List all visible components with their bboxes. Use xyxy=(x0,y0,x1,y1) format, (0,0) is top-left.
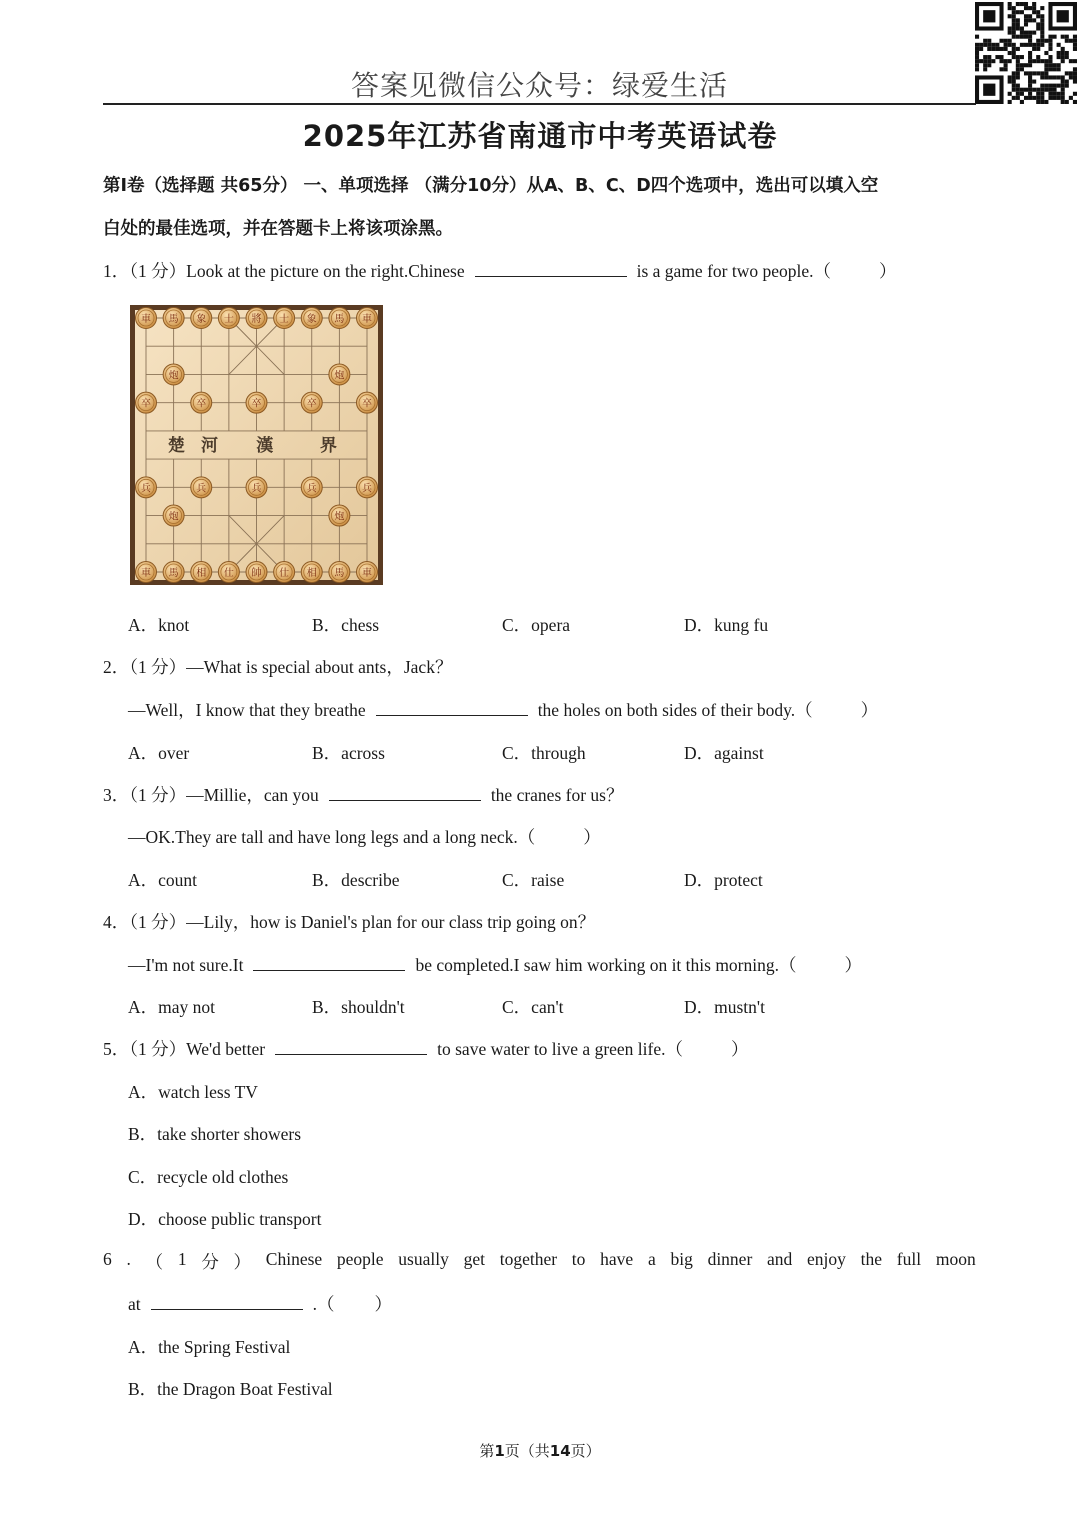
svg-text:將: 將 xyxy=(251,314,262,325)
question-4-line2 xyxy=(128,952,862,977)
question-word: 6 xyxy=(103,1249,112,1269)
svg-text:卒: 卒 xyxy=(196,398,207,410)
svg-text:相: 相 xyxy=(196,568,207,579)
chess-piece xyxy=(191,392,212,413)
chess-piece xyxy=(218,308,239,329)
answer-blank xyxy=(253,955,405,971)
chess-piece xyxy=(136,308,157,329)
footer-text: 第 xyxy=(479,1442,495,1460)
svg-text:卒: 卒 xyxy=(362,398,372,410)
svg-text:車: 車 xyxy=(141,568,151,579)
svg-text:馬: 馬 xyxy=(168,568,179,579)
svg-text:仕: 仕 xyxy=(279,568,290,579)
question-6-stem xyxy=(103,1249,976,1274)
question-text: ） xyxy=(583,827,601,847)
option-b: B．chess xyxy=(312,615,380,635)
option-d: D．choose public transport xyxy=(128,1209,322,1229)
chess-piece xyxy=(329,308,350,329)
option-b: B．describe xyxy=(312,870,400,890)
question-word: full xyxy=(896,1249,922,1269)
river-label: 漢 xyxy=(256,436,274,456)
question-word: enjoy xyxy=(807,1249,846,1269)
question-word: to xyxy=(571,1249,586,1269)
chess-piece xyxy=(329,364,350,385)
option-c: C．can't xyxy=(502,997,564,1017)
question-word: ） xyxy=(233,1252,252,1272)
question-6-line2 xyxy=(128,1291,392,1316)
question-word: people xyxy=(336,1249,384,1269)
question-text: 3．（1 分）—Millie，can you xyxy=(103,785,319,805)
chess-piece xyxy=(301,308,322,329)
svg-text:兵: 兵 xyxy=(141,483,151,495)
svg-text:士: 士 xyxy=(279,314,290,325)
question-5-stem xyxy=(103,1036,749,1061)
svg-text:卒: 卒 xyxy=(141,398,151,410)
question-word: . xyxy=(126,1249,131,1269)
svg-text:兵: 兵 xyxy=(306,483,317,495)
section-intro-line1: 第Ⅰ卷（选择题 共65分） 一、单项选择 （满分10分）从A、B、C、D四个选项中，选出可以填入空 xyxy=(103,176,879,196)
svg-text:馬: 馬 xyxy=(334,314,345,325)
question-text: at xyxy=(128,1294,141,1314)
question-word: get xyxy=(463,1249,485,1269)
chess-piece xyxy=(191,562,212,583)
option-d: D．mustn't xyxy=(684,997,765,1017)
question-text: ） xyxy=(860,700,879,720)
svg-text:帥: 帥 xyxy=(251,568,262,579)
chess-piece xyxy=(136,392,157,413)
river-label: 河 xyxy=(201,436,219,456)
chess-piece xyxy=(218,562,239,583)
river-label: 楚 xyxy=(167,436,185,456)
question-word: Chinese xyxy=(265,1249,323,1269)
question-word: and xyxy=(767,1249,793,1269)
svg-text:兵: 兵 xyxy=(362,483,372,495)
chess-piece xyxy=(163,505,184,526)
question-text: is a game for two people.（ xyxy=(636,261,831,281)
answer-blank xyxy=(275,1039,427,1055)
question-word: together xyxy=(499,1249,558,1269)
page-total: 14 xyxy=(549,1442,571,1460)
svg-text:車: 車 xyxy=(362,568,372,579)
header-text: 答案见微信公众号：绿爱生活 xyxy=(350,69,728,102)
answer-blank xyxy=(151,1294,303,1310)
svg-text:士: 士 xyxy=(223,314,234,325)
question-word: big xyxy=(670,1249,693,1269)
option-a: A．count xyxy=(128,870,198,890)
option-c: C．recycle old clothes xyxy=(128,1167,289,1187)
question-1-stem xyxy=(103,258,897,283)
svg-text:仕: 仕 xyxy=(223,568,234,579)
chess-piece xyxy=(136,562,157,583)
svg-text:馬: 馬 xyxy=(168,314,179,325)
svg-text:象: 象 xyxy=(196,314,207,325)
answer-blank xyxy=(329,785,481,801)
svg-text:車: 車 xyxy=(141,314,151,325)
question-word: a xyxy=(647,1249,656,1269)
river-label: 界 xyxy=(319,436,337,456)
svg-text:炮: 炮 xyxy=(334,511,345,523)
answer-blank xyxy=(376,700,528,716)
option-b: B．the Dragon Boat Festival xyxy=(128,1379,333,1399)
answer-blank xyxy=(475,261,627,277)
question-word: （ xyxy=(145,1252,164,1272)
exam-title: 2025年江苏省南通市中考英语试卷 xyxy=(302,119,778,153)
question-text: the holes on both sides of their body.（ xyxy=(537,700,813,720)
chess-piece xyxy=(246,562,267,583)
chess-piece xyxy=(191,308,212,329)
option-d: D．kung fu xyxy=(684,615,769,635)
option-a: A．watch less TV xyxy=(128,1082,258,1102)
page-number: 1 xyxy=(494,1442,505,1460)
chess-piece xyxy=(246,477,267,498)
option-d: D．against xyxy=(684,743,764,763)
page-footer xyxy=(0,1440,1080,1461)
question-word: 分 xyxy=(201,1252,219,1272)
question-4-stem: 4．（1 分）—Lily，how is Daniel's plan for our class trip going on？ xyxy=(103,912,596,932)
option-b: B．shouldn't xyxy=(312,997,405,1017)
svg-text:卒: 卒 xyxy=(306,398,317,410)
chess-piece xyxy=(301,477,322,498)
svg-text:炮: 炮 xyxy=(168,370,179,382)
header-rule xyxy=(103,103,976,105)
footer-text: 页） xyxy=(570,1442,601,1460)
option-d: D．protect xyxy=(684,870,763,890)
footer-text: 页（共 xyxy=(504,1442,550,1460)
svg-text:象: 象 xyxy=(306,314,317,325)
chess-piece xyxy=(274,562,295,583)
question-text: —I'm not sure.It xyxy=(128,955,244,975)
question-text: —Well，I know that they breathe xyxy=(128,700,366,720)
question-text: ） xyxy=(844,955,862,975)
question-word: 1 xyxy=(177,1249,187,1269)
question-text: 1．（1 分）Look at the picture on the right.Chinese xyxy=(103,261,465,281)
chess-piece xyxy=(191,477,212,498)
chess-piece xyxy=(136,477,157,498)
option-a: A．over xyxy=(128,743,190,763)
option-c: C．through xyxy=(502,743,586,763)
chess-piece xyxy=(357,477,378,498)
question-word: the xyxy=(860,1249,883,1269)
option-a: A．may not xyxy=(128,997,216,1017)
svg-text:兵: 兵 xyxy=(251,483,262,495)
chess-piece xyxy=(274,308,295,329)
question-text: ） xyxy=(731,1039,749,1059)
question-text: ） xyxy=(879,261,897,281)
chess-piece xyxy=(329,562,350,583)
svg-text:馬: 馬 xyxy=(334,568,345,579)
option-b: B．take shorter showers xyxy=(128,1124,302,1144)
chessboard-image xyxy=(130,305,383,585)
question-word: have xyxy=(600,1249,634,1269)
chess-piece xyxy=(163,364,184,385)
option-c: C．opera xyxy=(502,615,571,635)
chess-piece xyxy=(163,308,184,329)
chess-piece xyxy=(357,562,378,583)
question-word: dinner xyxy=(707,1249,753,1269)
chess-piece xyxy=(301,562,322,583)
question-text: be completed.I saw him working on it this morning.（ xyxy=(415,955,797,975)
svg-text:卒: 卒 xyxy=(251,398,262,410)
option-b: B．across xyxy=(312,743,385,763)
svg-text:炮: 炮 xyxy=(168,511,179,523)
question-2-line2 xyxy=(128,697,878,722)
svg-text:炮: 炮 xyxy=(334,370,345,382)
question-text: .（ xyxy=(312,1294,335,1314)
question-text: the cranes for us？ xyxy=(490,785,624,805)
question-text: to save water to live a green life.（ xyxy=(437,1039,683,1059)
chess-piece xyxy=(329,505,350,526)
question-word: moon xyxy=(935,1249,976,1269)
question-text: —OK.They are tall and have long legs and a long neck.（ xyxy=(128,827,536,847)
svg-text:兵: 兵 xyxy=(196,483,207,495)
question-3-line2 xyxy=(128,824,601,849)
chess-piece xyxy=(301,392,322,413)
chess-piece xyxy=(163,562,184,583)
question-text: ） xyxy=(374,1294,393,1314)
chess-piece xyxy=(246,308,267,329)
question-3-stem xyxy=(103,782,623,807)
option-c: C．raise xyxy=(502,870,565,890)
chess-piece xyxy=(357,392,378,413)
section-intro-line2: 白处的最佳选项，并在答题卡上将该项涂黑。 xyxy=(103,219,453,239)
question-2-stem: 2．（1 分）—What is special about ants，Jack？ xyxy=(103,657,453,677)
question-word: usually xyxy=(398,1249,449,1269)
svg-text:車: 車 xyxy=(362,314,372,325)
chess-piece xyxy=(246,392,267,413)
chess-piece xyxy=(357,308,378,329)
svg-text:相: 相 xyxy=(306,568,317,579)
question-text: 5．（1 分）We'd better xyxy=(103,1039,266,1059)
option-a: A．the Spring Festival xyxy=(128,1337,291,1357)
qr-code-icon xyxy=(975,2,1077,104)
option-a: A．knot xyxy=(128,615,190,635)
